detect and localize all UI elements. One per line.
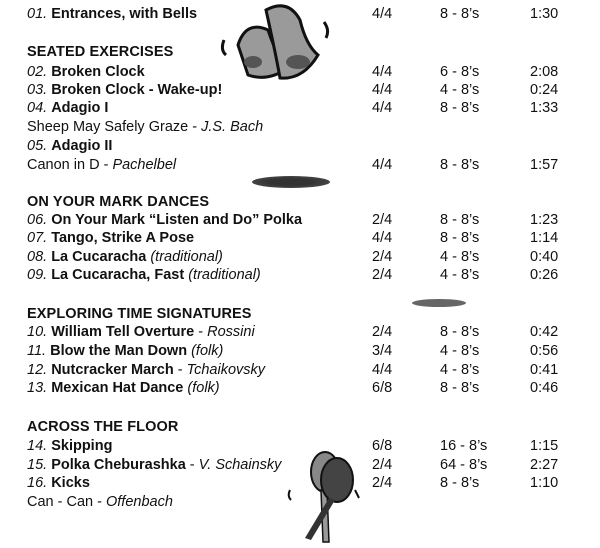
time-signature: 2/4 bbox=[372, 324, 393, 340]
count: 4 - 8’s bbox=[440, 362, 480, 378]
duration: 0:24 bbox=[530, 82, 559, 98]
time-signature: 4/4 bbox=[372, 100, 393, 116]
track-row bbox=[27, 456, 281, 474]
time-signature: 4/4 bbox=[372, 6, 393, 22]
track-number: 04. bbox=[27, 100, 48, 116]
track-title: Polka Cheburashka bbox=[51, 457, 186, 473]
track-title: Broken Clock bbox=[51, 64, 145, 80]
track-number: 06. bbox=[27, 212, 48, 228]
time-signature: 4/4 bbox=[372, 64, 393, 80]
count: 4 - 8’s bbox=[440, 82, 480, 98]
track-number: 15. bbox=[27, 457, 48, 473]
composer: Pachelbel bbox=[112, 157, 177, 173]
track-row bbox=[27, 211, 302, 229]
track-number: 12. bbox=[27, 362, 48, 378]
time-signature: 4/4 bbox=[372, 362, 393, 378]
track-number: 01. bbox=[27, 6, 48, 22]
track-row bbox=[27, 99, 108, 117]
time-signature: 2/4 bbox=[372, 267, 393, 283]
duration: 1:14 bbox=[530, 230, 559, 246]
track-row bbox=[27, 248, 223, 266]
count: 6 - 8’s bbox=[440, 64, 480, 80]
track-title: Broken Clock - Wake-up! bbox=[51, 82, 223, 98]
count: 8 - 8’s bbox=[440, 157, 480, 173]
track-number: 02. bbox=[27, 64, 48, 80]
track-separator: - bbox=[185, 457, 199, 473]
track-row bbox=[27, 63, 145, 81]
count: 4 - 8’s bbox=[440, 343, 480, 359]
time-signature: 2/4 bbox=[372, 249, 393, 265]
duration: 0:56 bbox=[530, 343, 559, 359]
track-separator: - bbox=[194, 324, 208, 340]
time-signature: 6/8 bbox=[372, 438, 393, 454]
track-title: Blow the Man Down bbox=[50, 343, 188, 359]
composer: J.S. Bach bbox=[201, 119, 264, 135]
track-number: 09. bbox=[27, 267, 48, 283]
track-row bbox=[27, 474, 90, 492]
track-composer: (folk) bbox=[187, 380, 220, 396]
track-number: 11. bbox=[27, 343, 47, 359]
decorative-ellipse bbox=[412, 299, 466, 307]
subtitle-text: Sheep May Safely Graze - bbox=[27, 119, 202, 135]
time-signature: 2/4 bbox=[372, 475, 393, 491]
track-row bbox=[27, 342, 223, 360]
count: 8 - 8’s bbox=[440, 212, 480, 228]
track-composer: Rossini bbox=[207, 324, 255, 340]
duration: 0:42 bbox=[530, 324, 559, 340]
track-composer: (traditional) bbox=[150, 249, 223, 265]
count: 8 - 8’s bbox=[440, 324, 480, 340]
track-title: Tango, Strike A Pose bbox=[51, 230, 195, 246]
duration: 1:57 bbox=[530, 157, 559, 173]
track-row bbox=[27, 229, 194, 247]
track-composer: V. Schainsky bbox=[198, 457, 282, 473]
track-number: 03. bbox=[27, 82, 48, 98]
time-signature: 4/4 bbox=[372, 230, 393, 246]
track-row bbox=[27, 5, 197, 23]
count: 8 - 8’s bbox=[440, 475, 480, 491]
time-signature: 2/4 bbox=[372, 457, 393, 473]
section-heading: ACROSS THE FLOOR bbox=[27, 419, 179, 435]
count: 16 - 8’s bbox=[440, 438, 488, 454]
track-title: La Cucaracha bbox=[51, 249, 147, 265]
duration: 1:30 bbox=[530, 6, 559, 22]
track-title: La Cucaracha, Fast bbox=[51, 267, 185, 283]
track-row bbox=[27, 323, 255, 341]
track-separator: - bbox=[173, 362, 187, 378]
track-row bbox=[27, 266, 261, 284]
time-signature: 3/4 bbox=[372, 343, 393, 359]
section-heading: SEATED EXERCISES bbox=[27, 44, 174, 60]
maracas-icon bbox=[285, 450, 365, 545]
bells-icon bbox=[218, 0, 338, 95]
count: 4 - 8’s bbox=[440, 249, 480, 265]
track-number: 14. bbox=[27, 438, 48, 454]
time-signature: 4/4 bbox=[372, 157, 393, 173]
track-row bbox=[27, 361, 265, 379]
duration: 0:26 bbox=[530, 267, 559, 283]
section-heading: EXPLORING TIME SIGNATURES bbox=[27, 306, 252, 322]
count: 8 - 8’s bbox=[440, 6, 480, 22]
duration: 1:10 bbox=[530, 475, 559, 491]
track-number: 07. bbox=[27, 230, 48, 246]
track-title: Entrances, with Bells bbox=[51, 6, 198, 22]
duration: 1:15 bbox=[530, 438, 559, 454]
time-signature: 6/8 bbox=[372, 380, 393, 396]
track-composer: (folk) bbox=[191, 343, 224, 359]
section-heading: ON YOUR MARK DANCES bbox=[27, 194, 210, 210]
track-title: Adagio I bbox=[51, 100, 109, 116]
count: 8 - 8’s bbox=[440, 100, 480, 116]
duration: 1:23 bbox=[530, 212, 559, 228]
track-composer: Tchaikovsky bbox=[186, 362, 266, 378]
track-row bbox=[27, 81, 222, 99]
subtitle-line bbox=[27, 493, 173, 511]
track-number: 10. bbox=[27, 324, 48, 340]
subtitle-text: Canon in D - bbox=[27, 157, 113, 173]
track-number: 05. bbox=[27, 138, 48, 154]
duration: 2:27 bbox=[530, 457, 559, 473]
time-signature: 2/4 bbox=[372, 212, 393, 228]
track-title: Mexican Hat Dance bbox=[51, 380, 184, 396]
track-composer: (traditional) bbox=[188, 267, 261, 283]
track-title: Kicks bbox=[51, 475, 90, 491]
track-title: Skipping bbox=[51, 438, 113, 454]
composer: Offenbach bbox=[105, 494, 173, 510]
subtitle-line bbox=[27, 156, 176, 174]
count: 64 - 8’s bbox=[440, 457, 488, 473]
count: 8 - 8’s bbox=[440, 380, 480, 396]
duration: 1:33 bbox=[530, 100, 559, 116]
track-title: Nutcracker March bbox=[51, 362, 174, 378]
track-row bbox=[27, 379, 220, 397]
subtitle-text: Can - Can - bbox=[27, 494, 106, 510]
track-row bbox=[27, 437, 112, 455]
time-signature: 4/4 bbox=[372, 82, 393, 98]
track-number: 16. bbox=[27, 475, 48, 491]
duration: 0:40 bbox=[530, 249, 559, 265]
track-title: On Your Mark “Listen and Do” Polka bbox=[51, 212, 303, 228]
track-title: Adagio II bbox=[51, 138, 113, 154]
track-row bbox=[27, 137, 112, 155]
track-number: 08. bbox=[27, 249, 48, 265]
duration: 2:08 bbox=[530, 64, 559, 80]
decorative-ellipse bbox=[252, 176, 330, 188]
duration: 0:46 bbox=[530, 380, 559, 396]
count: 4 - 8’s bbox=[440, 267, 480, 283]
count: 8 - 8’s bbox=[440, 230, 480, 246]
track-title: William Tell Overture bbox=[51, 324, 195, 340]
subtitle-line bbox=[27, 118, 263, 136]
duration: 0:41 bbox=[530, 362, 559, 378]
track-number: 13. bbox=[27, 380, 48, 396]
